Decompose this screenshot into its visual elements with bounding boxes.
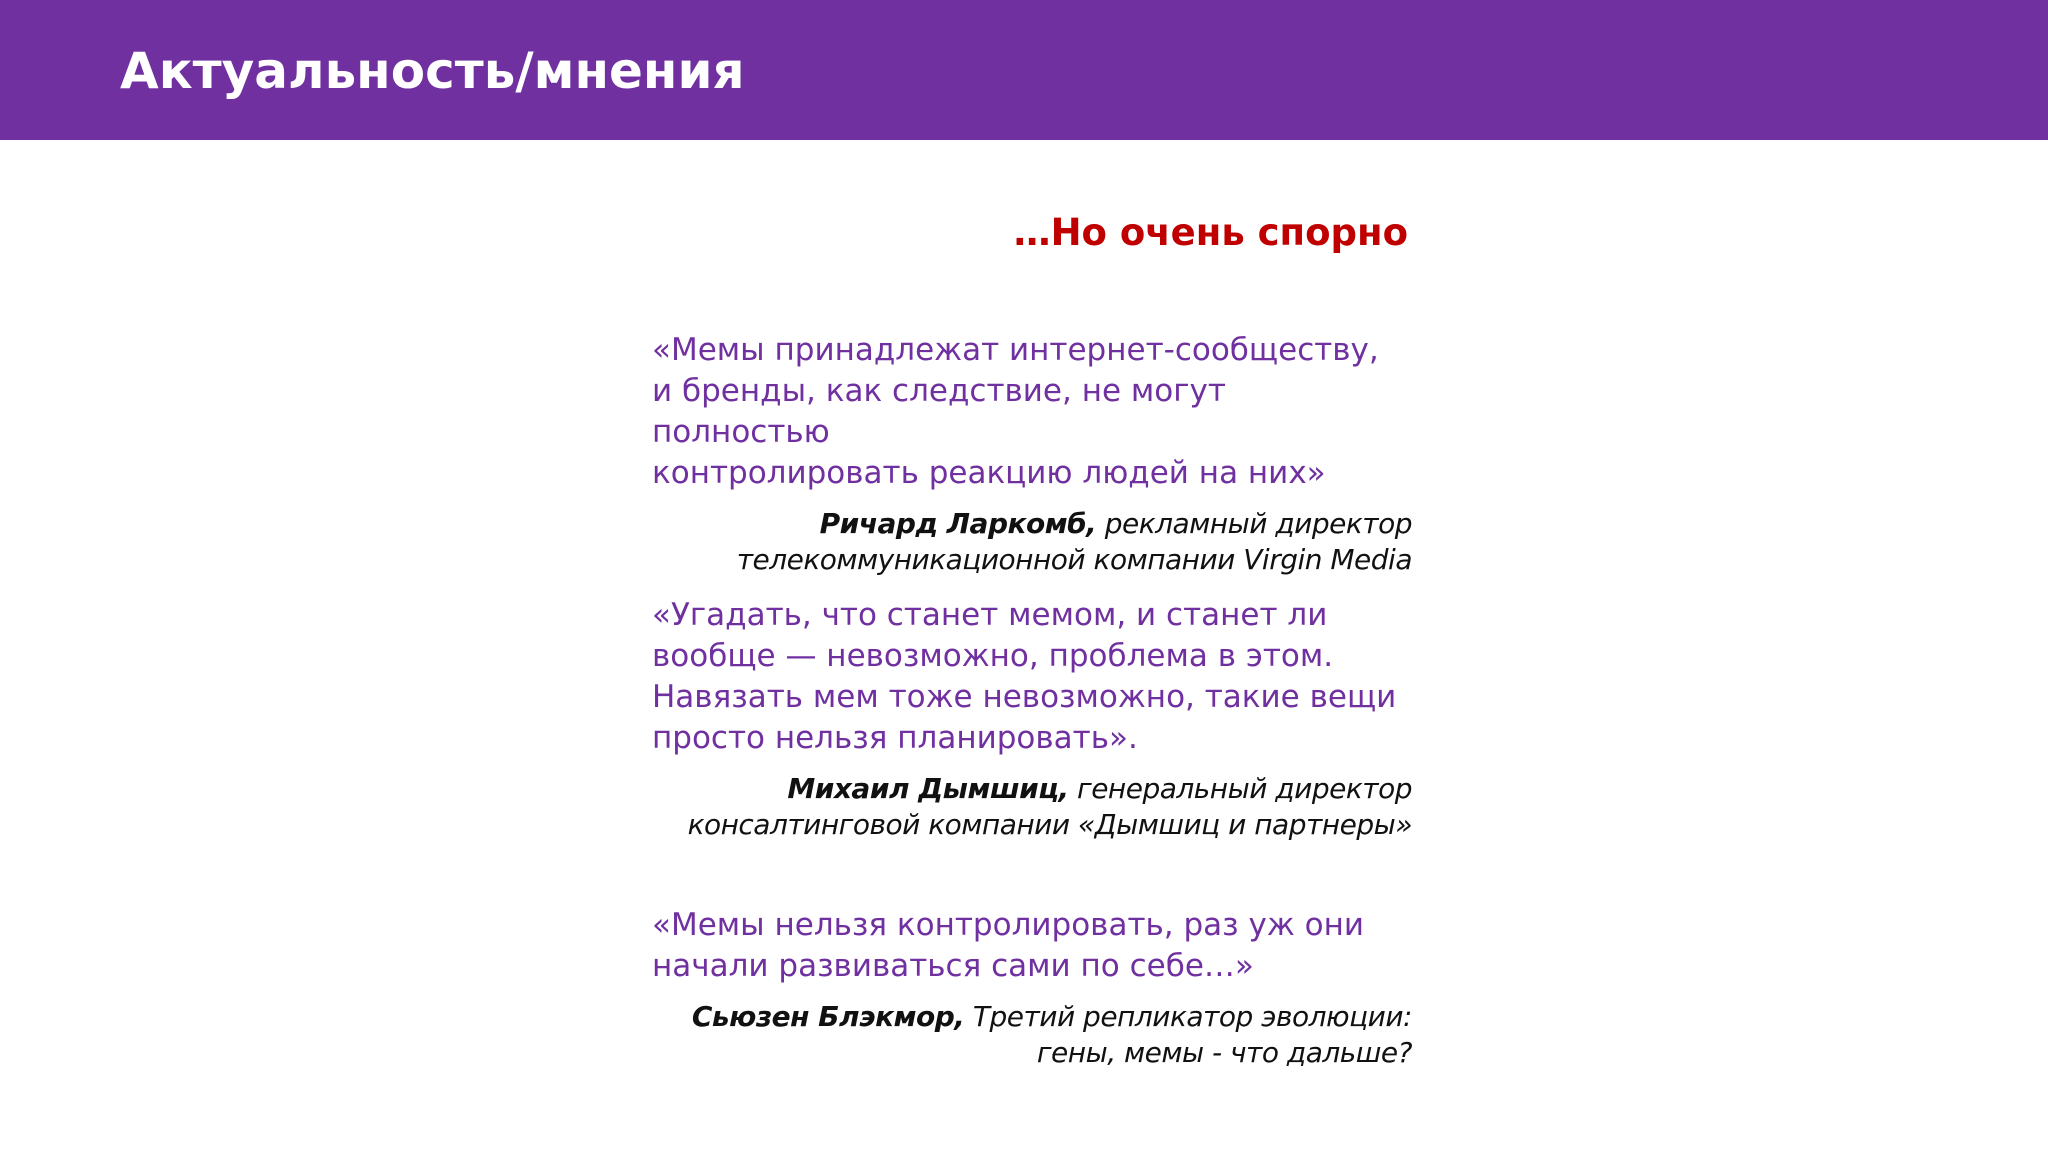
quote-block (652, 595, 1412, 843)
quote-text: «Мемы принадлежат интернет-сообществу, и бренды, как следствие, не могут полностью контролировать реакцию людей на них» (652, 332, 1379, 491)
quote-attribution (652, 506, 1412, 578)
quote-author-role: Третий репликатор эволюции: гены, мемы - что дальше? (972, 1000, 1412, 1069)
quote-author: Сьюзен Блэкмор, (691, 1000, 965, 1033)
quote-text: «Мемы нельзя контролировать, раз уж они начали развиваться сами по себе…» (652, 907, 1365, 984)
quote-author: Михаил Дымшиц, (787, 772, 1069, 805)
quote-text: «Угадать, что станет мемом, и станет ли вообще — невозможно, проблема в этом. Навязать мем тоже невозможно, такие вещи просто нельзя планировать». (652, 597, 1397, 756)
quote-attribution (652, 999, 1412, 1071)
slide-title: Актуальность/мнения (120, 42, 745, 100)
quote-author-role: рекламный директор телекоммуникационной компании Virgin Media (736, 507, 1412, 576)
quote-block (652, 330, 1412, 578)
quote-attribution (652, 771, 1412, 843)
slide-subtitle: …Но очень спорно (1013, 211, 1408, 254)
quote-block (652, 905, 1412, 1071)
quote-author-role: генеральный директор консалтинговой компании «Дымшиц и партнеры» (687, 772, 1412, 841)
quote-author: Ричард Ларкомб, (819, 507, 1097, 540)
header-bar (0, 0, 2048, 140)
